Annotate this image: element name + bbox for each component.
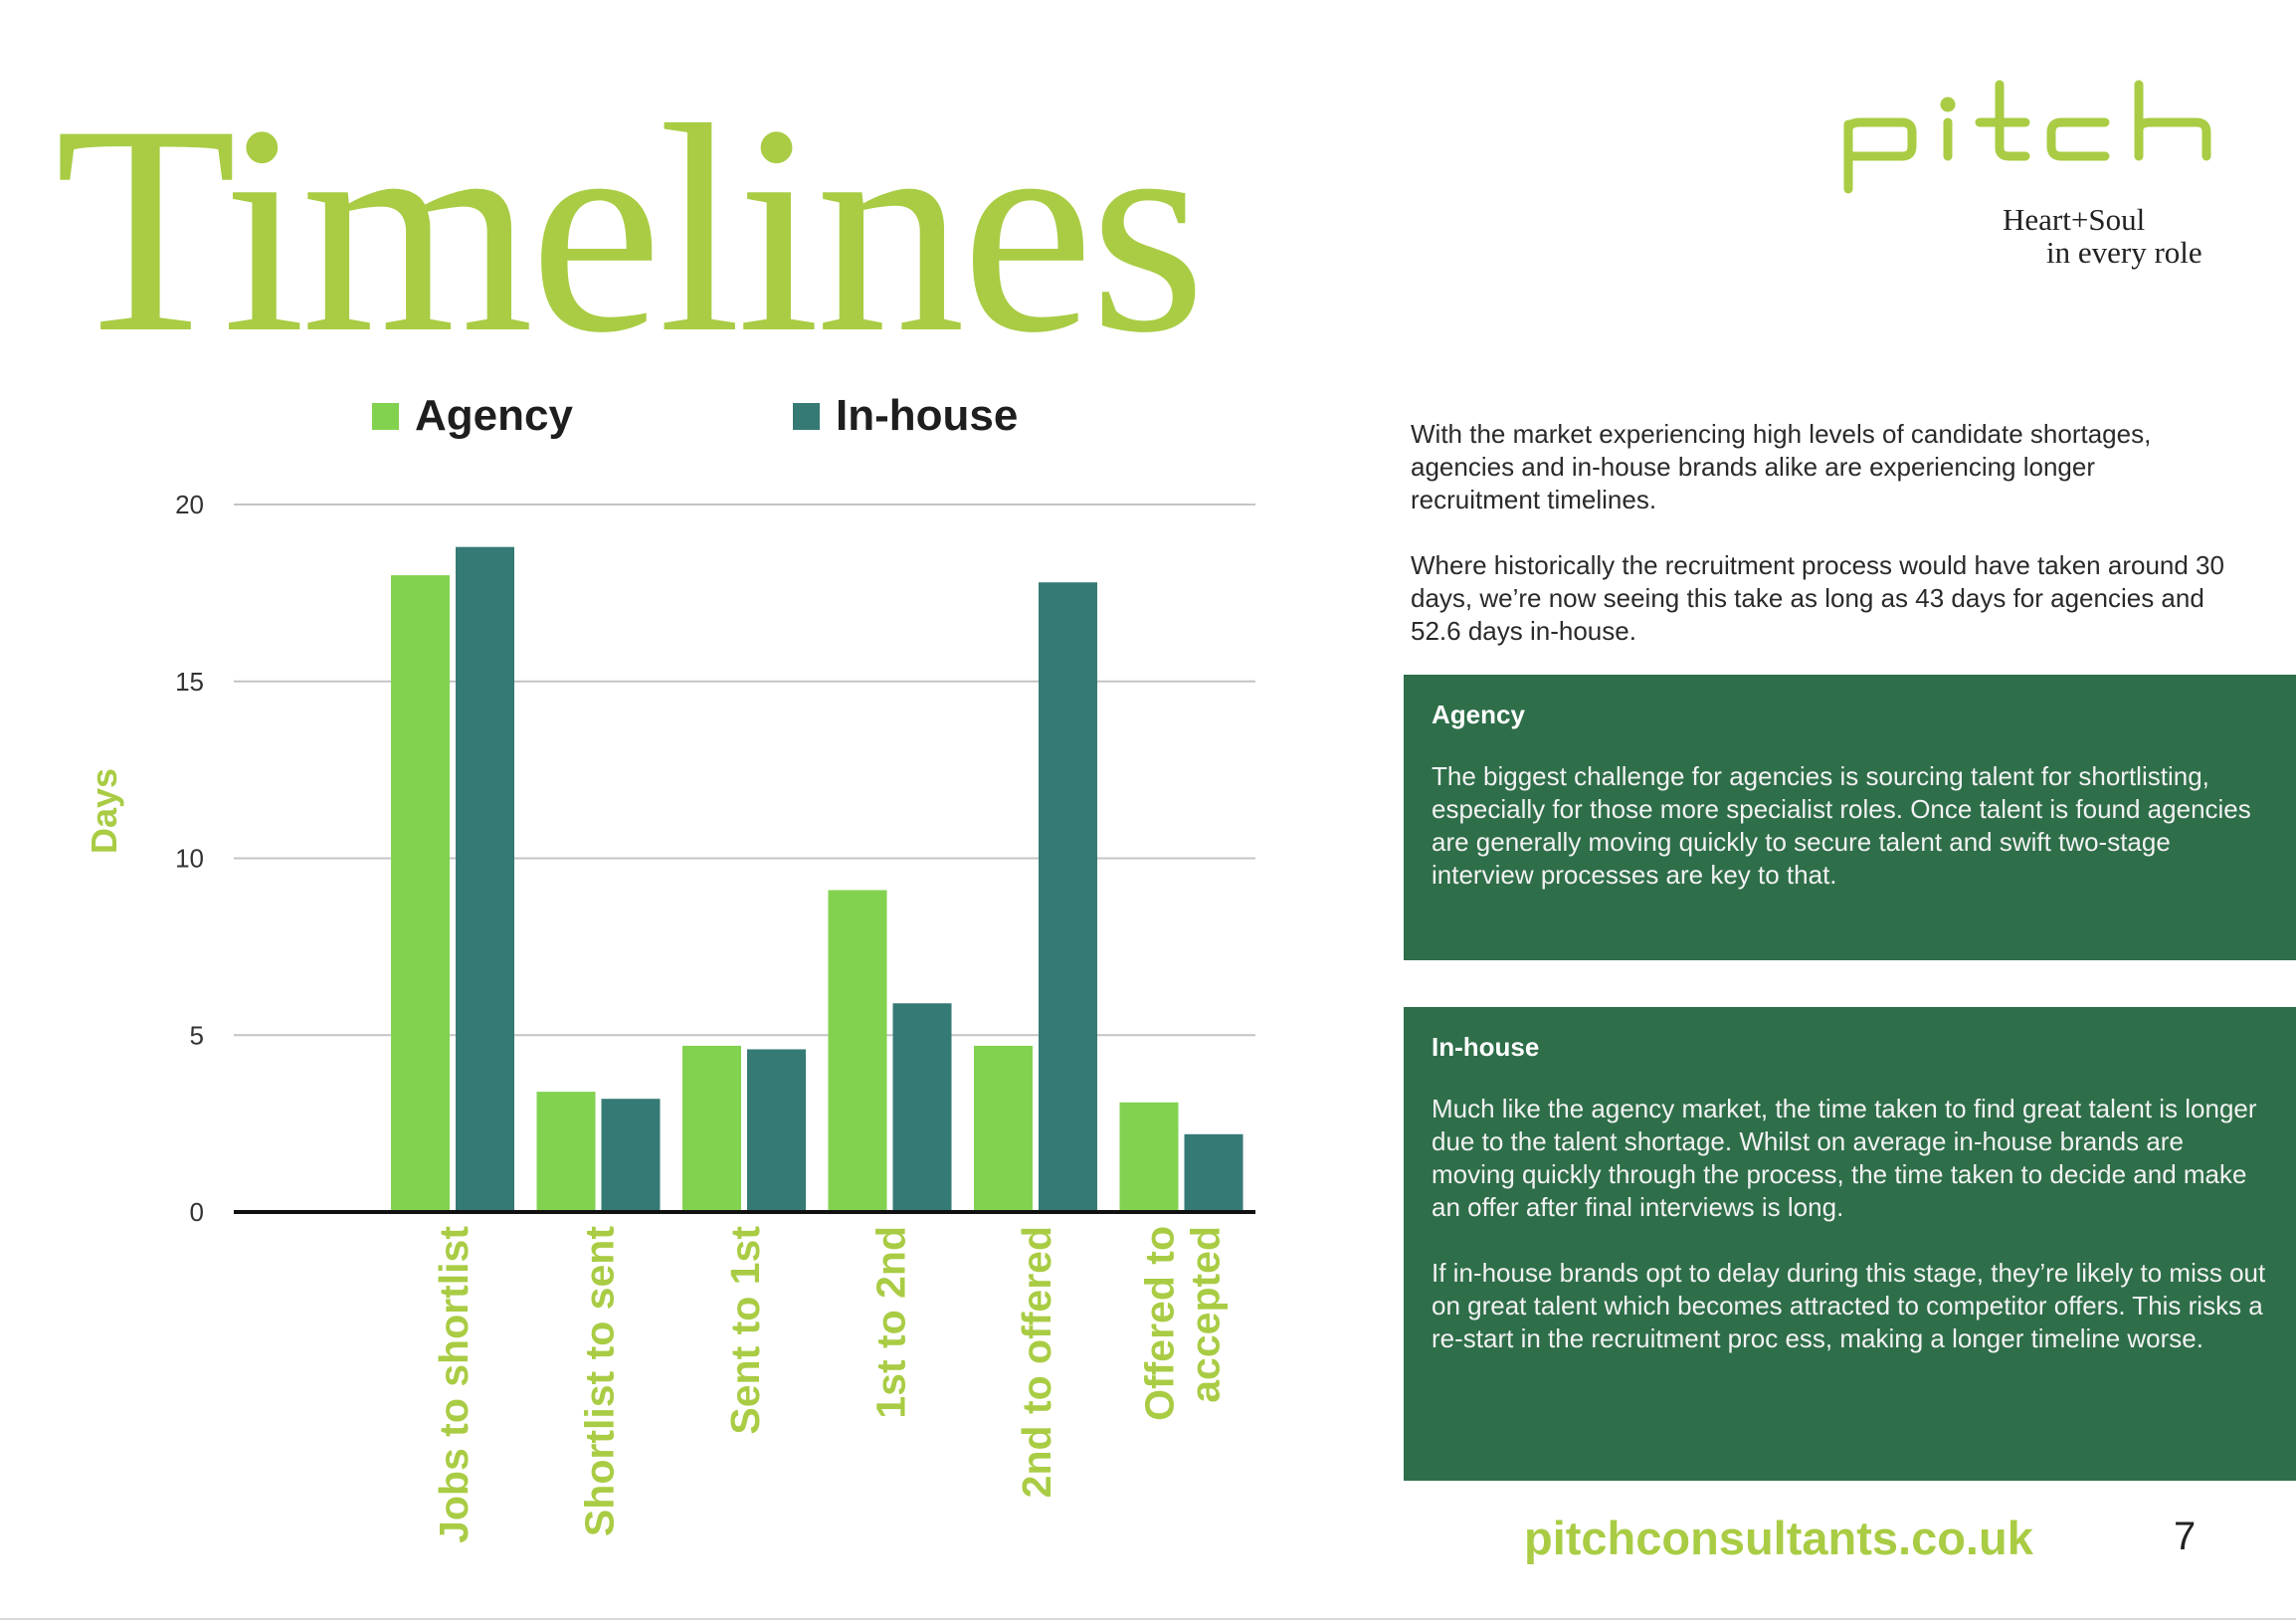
- bar-agency: [391, 575, 450, 1212]
- bar-inhouse: [1185, 1134, 1244, 1212]
- y-tick-label: 5: [189, 1020, 204, 1051]
- bar-agency: [1120, 1103, 1179, 1212]
- y-axis-label: Days: [84, 767, 124, 855]
- bar-inhouse: [456, 547, 514, 1212]
- agency-panel: [1404, 675, 2296, 960]
- agency-panel-heading: Agency: [1432, 700, 1525, 729]
- inhouse-panel-paragraph-2: If in-house brands opt to delay during this stage, they’re likely to miss out on great talent which becomes attracted to competitor offers. This risks a re-start in the recruitment proc ess, making a longer timeline worse.: [1432, 1258, 2266, 1353]
- bar-agency: [682, 1046, 741, 1212]
- bar-inhouse: [747, 1049, 806, 1212]
- brand-tagline-line1: Heart+Soul: [2003, 202, 2146, 237]
- x-category-label: 2nd to offered: [1014, 1226, 1059, 1499]
- website-link[interactable]: pitchconsultants.co.uk: [1524, 1512, 2033, 1564]
- inhouse-panel-paragraph-1: Much like the agency market, the time taken to find great talent is longer due to the talent shortage. Whilst on average in-house brands are moving quickly through the process, the time taken to decide and make an offer after final interviews is long.: [1432, 1094, 2257, 1222]
- bar-inhouse: [602, 1099, 661, 1212]
- pitch-logo-icon: [1840, 75, 2228, 204]
- inhouse-panel: [1404, 1007, 2296, 1481]
- brand-tagline-line2: in every role: [2046, 235, 2202, 270]
- intro-paragraph-1: With the market experiencing high levels of candidate shortages, agencies and in-house brands alike are experiencing longer recruitment timelines.: [1411, 419, 2152, 514]
- x-category-label: Sent to 1st: [722, 1226, 768, 1435]
- inhouse-panel-heading: In-house: [1432, 1032, 1540, 1062]
- bar-agency: [829, 890, 887, 1212]
- bar-agency: [974, 1046, 1033, 1212]
- x-category-label: Shortlist to sent: [576, 1226, 623, 1537]
- bottom-divider: [0, 1618, 2296, 1620]
- legend-label-agency: Agency: [415, 391, 573, 440]
- y-tick-label: 10: [175, 843, 204, 874]
- x-category-label: Offered to: [1136, 1226, 1183, 1421]
- page-number: 7: [2174, 1515, 2197, 1558]
- legend-label-inhouse: In-house: [836, 391, 1019, 440]
- intro-text: [1411, 418, 2226, 681]
- bar-inhouse: [893, 1003, 952, 1212]
- x-category-label: accepted: [1182, 1226, 1229, 1403]
- intro-paragraph-2: Where historically the recruitment process would have taken around 30 days, we’re now seeing this take as long as 43 days for agencies and 52.6 days in-house.: [1411, 550, 2224, 646]
- bar-agency: [537, 1092, 596, 1212]
- y-tick-label: 15: [175, 666, 204, 697]
- agency-panel-paragraph-1: The biggest challenge for agencies is sourcing talent for shortlisting, especially for those more specialist roles. Once talent is found agencies are generally moving quickly to secure talent and swift two-stage interview processes are key to that.: [1432, 761, 2251, 890]
- x-category-label: Jobs to shortlist: [431, 1226, 477, 1543]
- x-category-label: 1st to 2nd: [867, 1226, 914, 1419]
- y-tick-label: 0: [189, 1197, 204, 1227]
- page-title: Timelines: [55, 64, 1203, 394]
- bar-inhouse: [1039, 582, 1097, 1212]
- y-tick-label: 20: [175, 490, 204, 519]
